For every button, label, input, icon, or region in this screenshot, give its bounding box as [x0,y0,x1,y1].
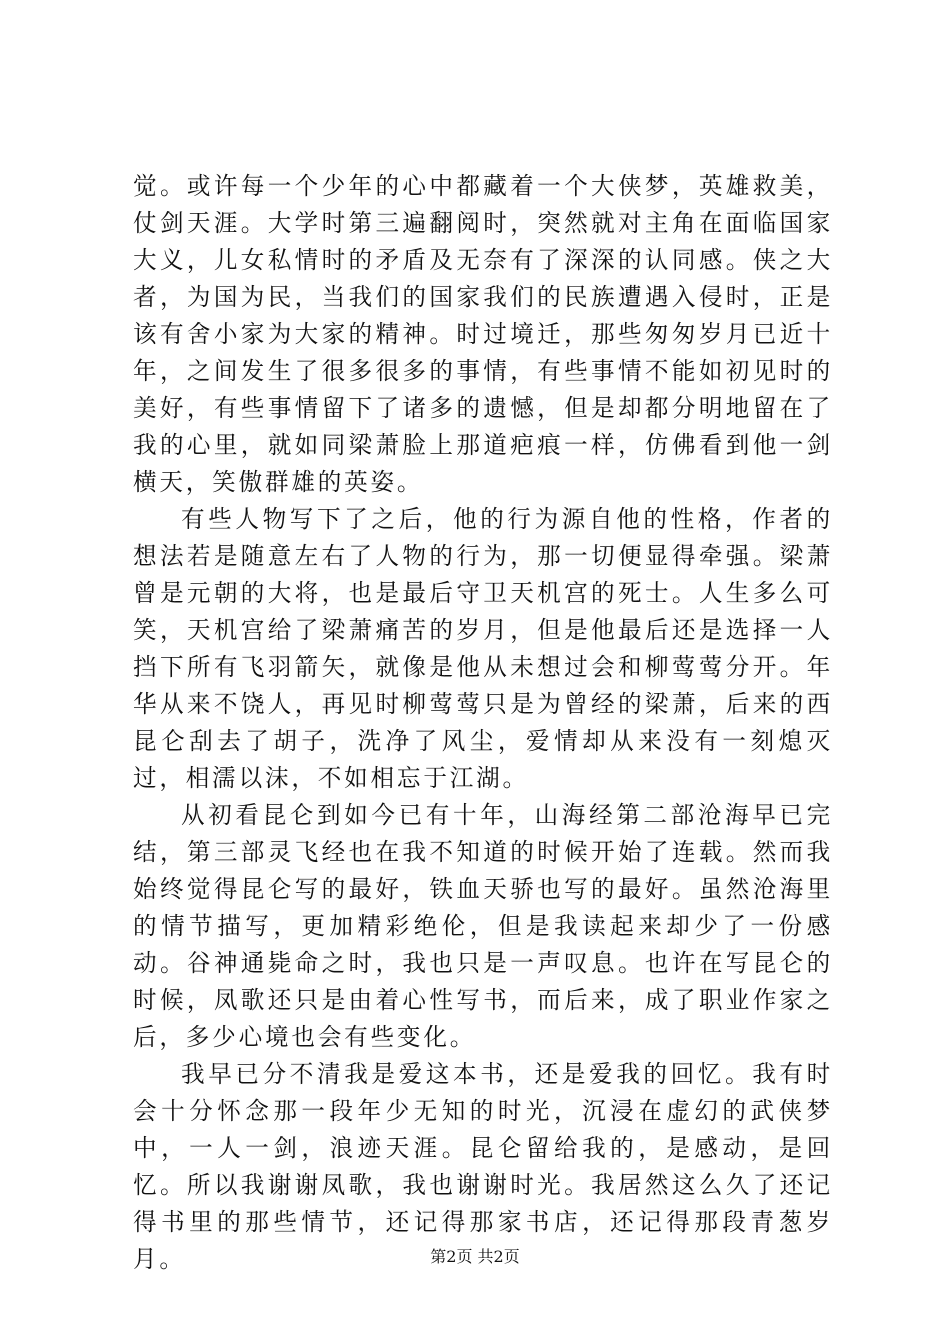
paragraph-1: 觉。或许每一个少年的心中都藏着一个大侠梦，英雄救美，仗剑天涯。大学时第三遍翻阅时，突然就对主角在面临国家大义，儿女私情时的矛盾及无奈有了深深的认同感。侠之大者，为国为民，当我们的国家我们的民族遭遇入侵时，正是该有舍小家为大家的精神。时过境迁，那些匆匆岁月已近十年，之间发生了很多很多的事情，有些事情不能如初见时的美好，有些事情留下了诸多的遗憾，但是却都分明地留在了我的心里，就如同梁萧脸上那道疤痕一样，仿佛看到他一剑横天，笑傲群雄的英姿。 [133,172,833,496]
paragraph-4: 我早已分不清我是爱这本书，还是爱我的回忆。我有时会十分怀念那一段年少无知的时光，沉浸在虚幻的武侠梦中，一人一剑，浪迹天涯。昆仑留给我的，是感动，是回忆。所以我谢谢凤歌，我也谢谢时光。我居然这么久了还记得书里的那些情节，还记得那家书店，还记得那段青葱岁月。 [133,1060,833,1273]
document-body [133,168,833,1278]
paragraph-2: 有些人物写下了之后，他的行为源自他的性格，作者的想法若是随意左右了人物的行为，那一切便显得牵强。梁萧曾是元朝的大将，也是最后守卫天机宫的死士。人生多么可笑，天机宫给了梁萧痛苦的岁月，但是他最后还是选择一人挡下所有飞羽箭矢，就像是他从未想过会和柳莺莺分开。年华从来不饶人，再见时柳莺莺只是为曾经的梁萧，后来的西昆仑刮去了胡子，洗净了风尘，爱情却从来没有一刻熄灭过，相濡以沫，不如相忘于江湖。 [133,505,833,792]
paragraph-3: 从初看昆仑到如今已有十年，山海经第二部沧海早已完结，第三部灵飞经也在我不知道的时候开始了连载。然而我始终觉得昆仑写的最好，铁血天骄也写的最好。虽然沧海里的情节描写，更加精彩绝伦，但是我读起来却少了一份感动。谷神通毙命之时，我也只是一声叹息。也许在写昆仑的时候，凤歌还只是由着心性写书，而后来，成了职业作家之后，多少心境也会有些变化。 [133,801,833,1051]
page-footer: 第2页 共2页 [430,1247,520,1266]
